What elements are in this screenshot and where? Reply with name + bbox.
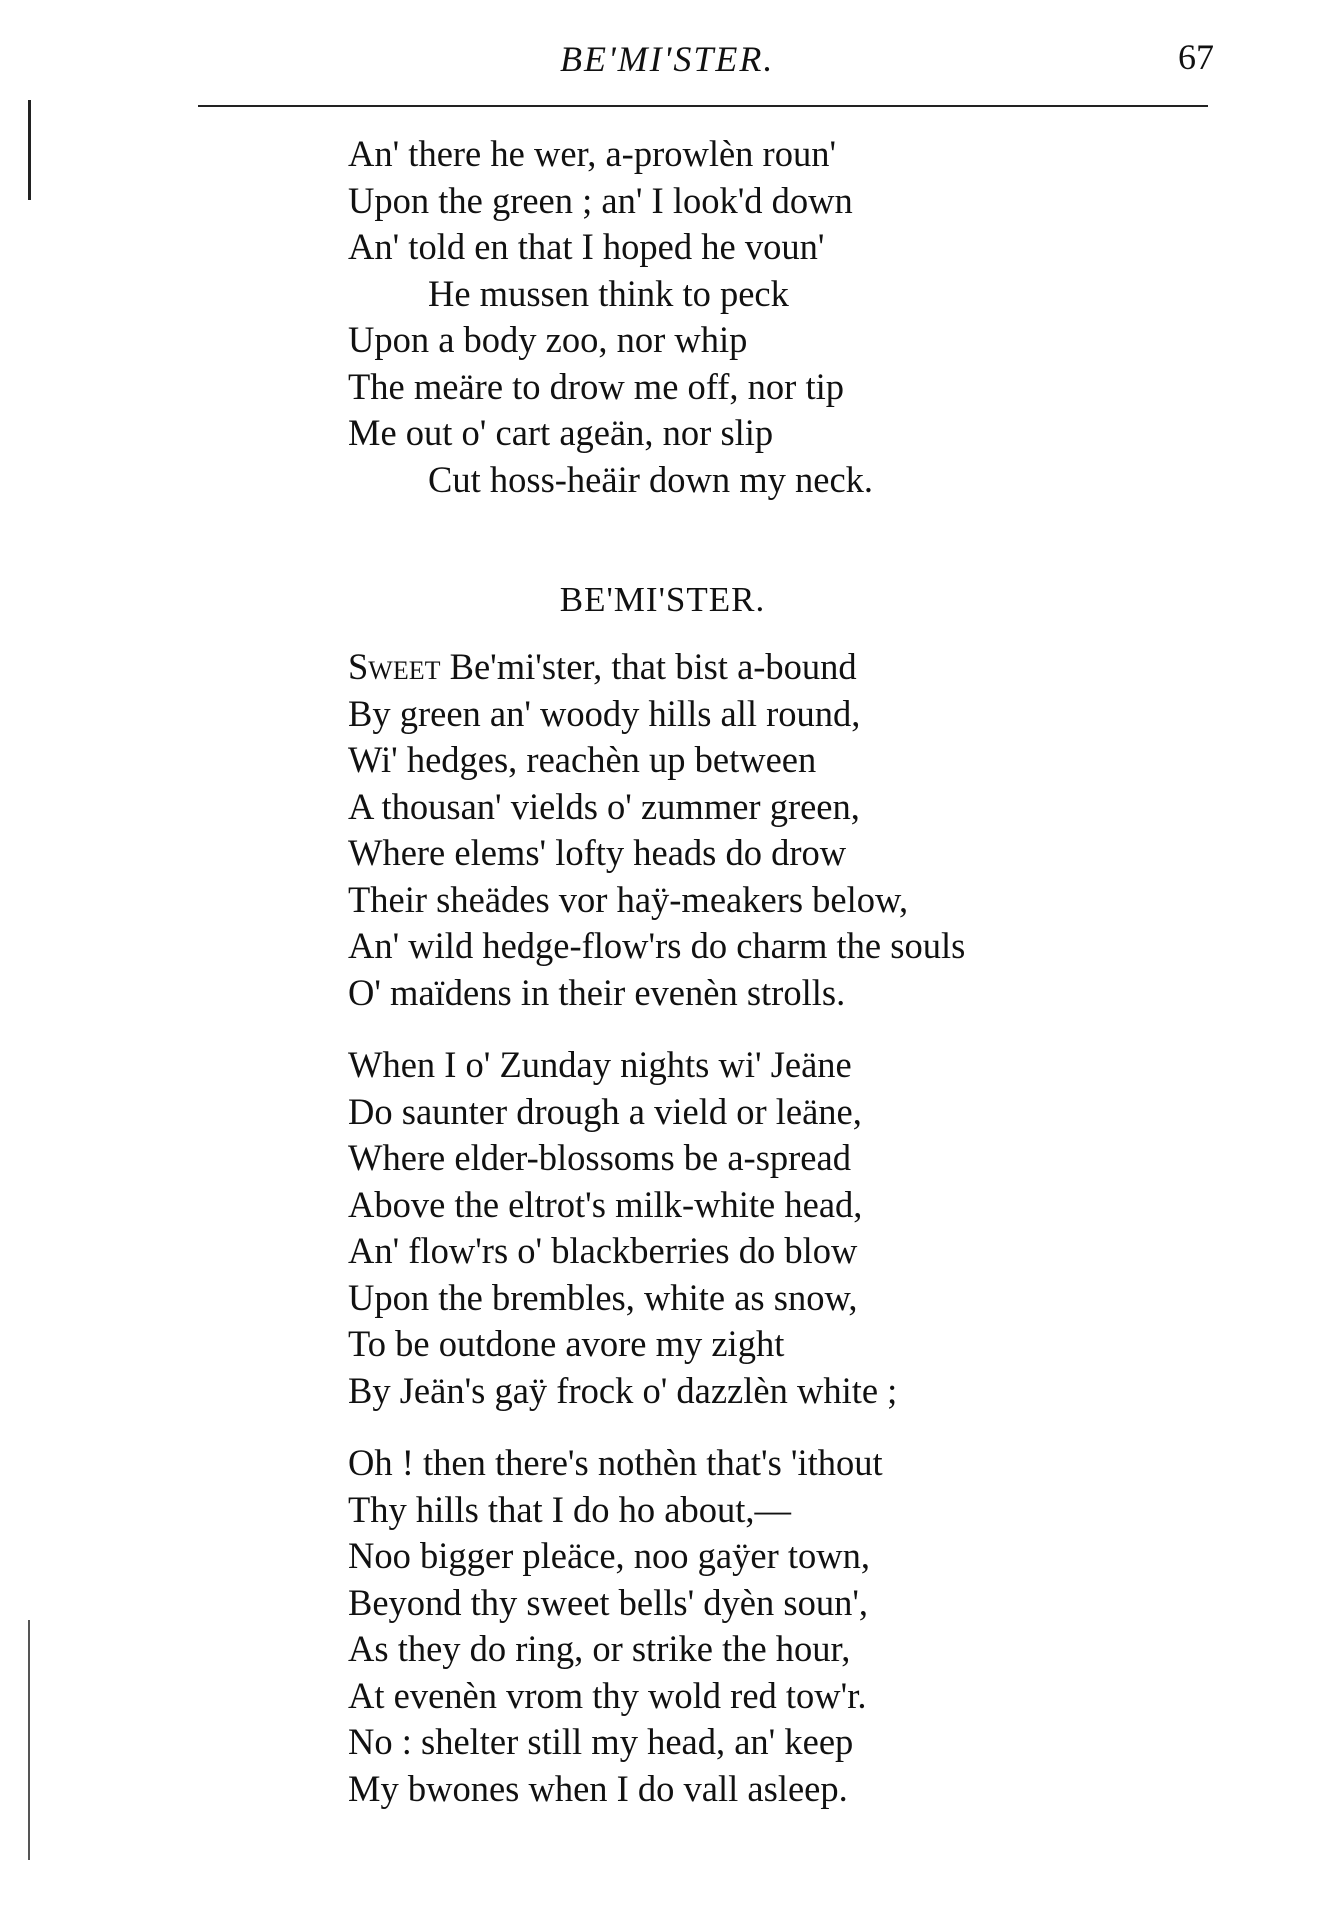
- poem-line: When I o' Zunday nights wi' Jeäne: [348, 1044, 852, 1085]
- poem-line: An' wild hedge-flow'rs do charm the souls: [348, 925, 966, 966]
- poem-line: No : shelter still my head, an' keep: [348, 1721, 854, 1762]
- poem-line: Where elems' lofty heads do drow: [348, 832, 847, 873]
- first-word-small-caps: Sweet: [348, 646, 441, 687]
- poem-line: Upon a body zoo, nor whip: [348, 319, 748, 360]
- poem-line: He mussen think to peck: [428, 272, 789, 314]
- header-rule: [198, 105, 1208, 107]
- poem-line: An' there he wer, a-prowlèn roun': [348, 133, 837, 174]
- poem-line: As they do ring, or strike the hour,: [348, 1628, 851, 1669]
- poem-line: An' flow'rs o' blackberries do blow: [348, 1230, 858, 1271]
- poem-line: Me out o' cart ageän, nor slip: [348, 412, 774, 453]
- poem-line: A thousan' vields o' zummer green,: [348, 785, 860, 827]
- poem-line: An' told en that I hoped he voun': [348, 226, 825, 267]
- poem-line: Above the eltrot's milk-white head,: [348, 1183, 863, 1225]
- poem-line: Where elder-blossoms be a-spread: [348, 1137, 851, 1178]
- poem-line: My bwones when I do vall asleep.: [348, 1767, 848, 1809]
- stanza: [348, 1042, 1248, 1414]
- poem-line: Cut hoss-heäir down my neck.: [428, 458, 874, 500]
- stanza: [348, 1440, 1248, 1812]
- poem-line: Upon the green ; an' I look'd down: [348, 179, 853, 221]
- poem-line: By green an' woody hills all round,: [348, 692, 861, 734]
- poem-body: [348, 644, 1248, 1838]
- poem-line: Oh ! then there's nothèn that's 'ithout: [348, 1442, 883, 1483]
- poem-line: The meäre to drow me off, nor tip: [348, 365, 844, 407]
- poem-line: To be outdone avore my zight: [348, 1323, 785, 1364]
- stanza: [348, 644, 1248, 1016]
- gutter-scan-mark: [28, 1620, 30, 1860]
- poem-line: Noo bigger pleäce, noo gaÿer town,: [348, 1535, 870, 1576]
- running-title: BE'MI'STER.: [560, 39, 775, 79]
- poem-line: Do saunter drough a vield or leäne,: [348, 1090, 862, 1132]
- poem-line: Thy hills that I do ho about,—: [348, 1488, 792, 1530]
- poem-line: Beyond thy sweet bells' dyèn soun',: [348, 1581, 869, 1623]
- poem-line: Upon the brembles, white as snow,: [348, 1276, 858, 1318]
- first-line-rest: Be'mi'ster, that bist a-bound: [440, 646, 857, 687]
- poem-title: [0, 580, 1325, 620]
- poem-line: By Jeän's gaÿ frock o' dazzlèn white ;: [348, 1369, 898, 1411]
- poem-line: At evenèn vrom thy wold red tow'r.: [348, 1674, 867, 1716]
- page-number: 67: [1178, 37, 1214, 77]
- previous-poem-stanza: [348, 131, 1248, 503]
- poem-line: Their sheädes vor haÿ-meakers below,: [348, 878, 909, 920]
- poem-line: Wi' hedges, reachèn up between: [348, 739, 817, 780]
- poem-line: O' maïdens in their evenèn strolls.: [348, 971, 846, 1013]
- poem-first-line: [348, 644, 1248, 691]
- poem-title-text: BE'MI'STER.: [559, 580, 766, 619]
- gutter-scan-mark: [28, 100, 31, 200]
